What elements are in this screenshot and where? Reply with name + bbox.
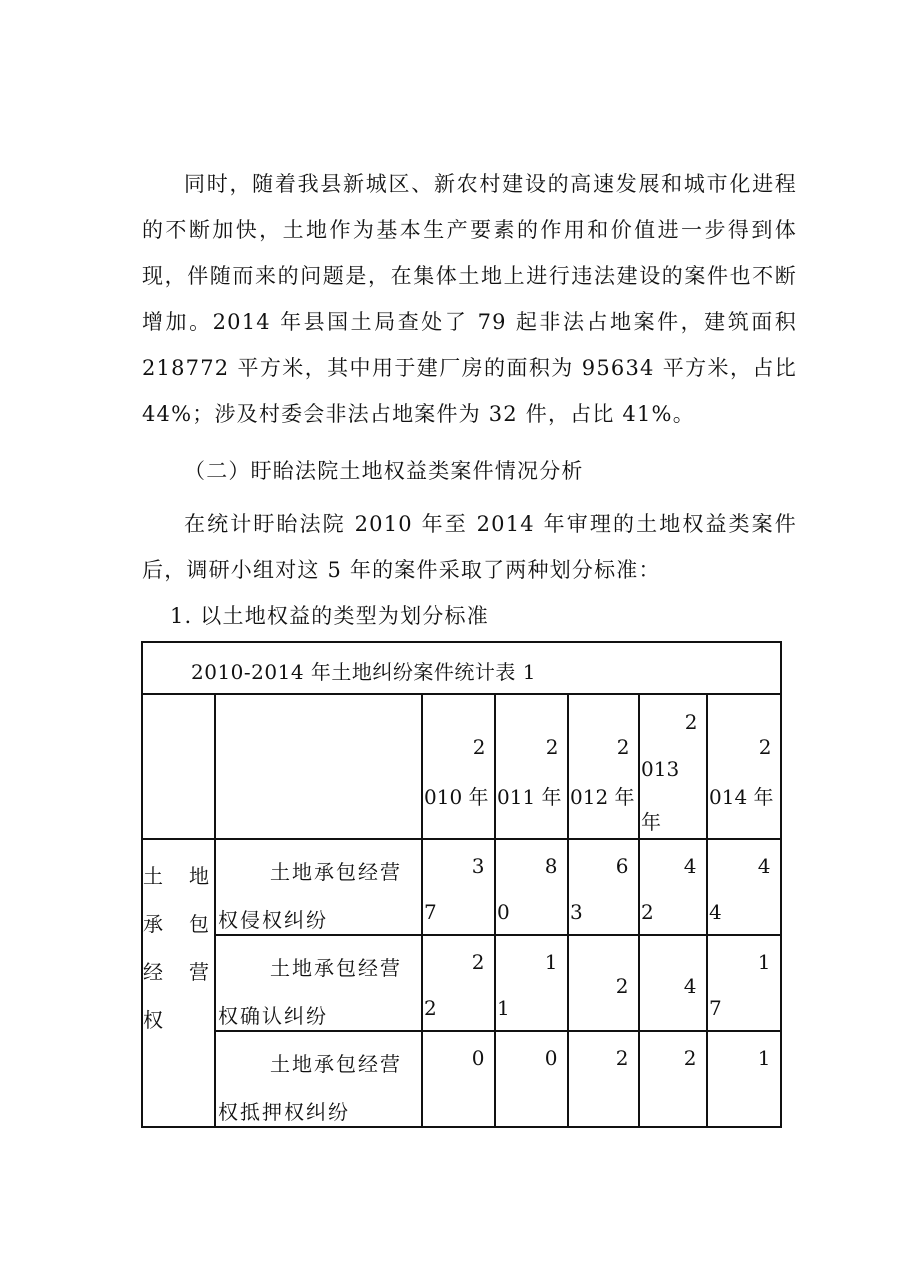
cell-digit: 0 — [471, 1046, 486, 1070]
header-empty-item — [215, 694, 422, 839]
cell-digit: 0 — [497, 900, 512, 924]
paragraph-land-violations: 同时，随着我县新城区、新农村建设的高速发展和城市化进程的不断加快，土地作为基本生产要素的作用和价值进一步得到体现，伴随而来的问题是，在集体土地上进行违法建设的案件也不断增加。2014 年县国土局查处了 79 起非法占地案件，建筑面积 218772 平方米，其中用于建厂房的面积为 95634 平方米，占比 44%；涉及村委会非法占地案件为 32 件，占比 41%。 — [142, 172, 797, 426]
cell-digit: 1 — [757, 950, 772, 974]
year-digit: 2 — [616, 735, 631, 759]
year-digit: 2 — [758, 735, 773, 759]
header-empty-category — [142, 694, 215, 839]
table-cell — [639, 935, 707, 1031]
table-cell — [707, 839, 781, 935]
cell-digit: 2 — [424, 996, 439, 1020]
cell-digit: 8 — [544, 854, 559, 878]
header-year-2013 — [639, 694, 707, 839]
header-year-2010 — [422, 694, 495, 839]
cell-digit: 2 — [471, 950, 486, 974]
cell-digit: 4 — [683, 854, 698, 878]
section-heading-court-analysis: （二）盱眙法院土地权益类案件情况分析 — [184, 459, 584, 483]
cell-digit: 2 — [615, 974, 630, 998]
cell-digit: 7 — [709, 996, 724, 1020]
year-rest: 012 年 — [570, 785, 635, 809]
category-label: 土地承包经营权 — [143, 864, 213, 1032]
year-digit: 2 — [545, 735, 560, 759]
cell-digit: 6 — [615, 854, 630, 878]
table-cell — [639, 839, 707, 935]
table-cell — [639, 1031, 707, 1127]
cell-digit: 2 — [615, 1046, 630, 1070]
year-rest: 010 年 — [424, 785, 489, 809]
header-year-2011 — [495, 694, 568, 839]
cell-digit: 2 — [683, 1046, 698, 1070]
table-caption — [142, 642, 781, 694]
header-year-2012 — [568, 694, 639, 839]
category-cell — [142, 839, 215, 1127]
cell-digit: 3 — [471, 854, 486, 878]
cell-digit: 4 — [683, 974, 698, 998]
year-digit: 2 — [684, 710, 699, 734]
cell-digit: 1 — [757, 1046, 772, 1070]
table-cell — [568, 1031, 639, 1127]
year-rest: 011 年 — [497, 785, 562, 809]
table-caption-text: 2010-2014 年土地纠纷案件统计表 1 — [191, 660, 536, 684]
row-label-mortgage — [215, 1031, 422, 1127]
cell-digit: 2 — [641, 900, 656, 924]
cell-digit: 4 — [757, 854, 772, 878]
row-label-text: 土地承包经营权确认纠纷 — [218, 956, 402, 1028]
row-label-text: 土地承包经营权抵押权纠纷 — [218, 1052, 402, 1124]
year-suffix: 年 — [641, 810, 663, 834]
header-year-2014 — [707, 694, 781, 839]
row-label-text: 土地承包经营权侵权纠纷 — [218, 860, 402, 932]
table-cell — [495, 1031, 568, 1127]
land-dispute-statistics-table — [141, 641, 782, 1128]
table-cell — [568, 935, 639, 1031]
table-cell — [422, 935, 495, 1031]
table-cell — [495, 935, 568, 1031]
table-cell — [707, 1031, 781, 1127]
cell-digit: 0 — [544, 1046, 559, 1070]
cell-digit: 7 — [424, 900, 439, 924]
table-cell — [568, 839, 639, 935]
row-label-confirmation — [215, 935, 422, 1031]
table-cell — [422, 839, 495, 935]
table-cell — [707, 935, 781, 1031]
table-cell — [422, 1031, 495, 1127]
row-label-infringement — [215, 839, 422, 935]
cell-digit: 3 — [570, 900, 585, 924]
cell-digit: 1 — [544, 950, 559, 974]
table-cell — [495, 839, 568, 935]
subheading-by-right-type: 1. 以土地权益的类型为划分标准 — [170, 604, 489, 628]
cell-digit: 1 — [497, 996, 512, 1020]
year-digit: 2 — [472, 735, 487, 759]
year-rest: 013 — [641, 757, 680, 781]
cell-digit: 4 — [709, 900, 724, 924]
year-rest: 014 年 — [709, 785, 774, 809]
paragraph-classification: 在统计盱眙法院 2010 年至 2014 年审理的土地权益类案件后，调研小组对这 5 年的案件采取了两种划分标准： — [142, 512, 797, 582]
